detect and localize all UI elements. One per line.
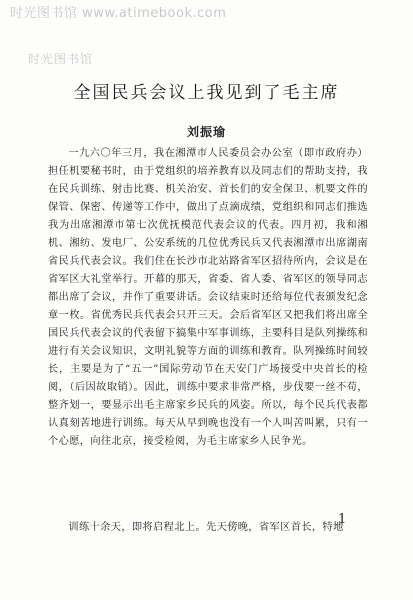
paragraph: 一九六〇年三月，我在湘潭市人民委员会办公室（即市政府办）担任机要秘书时，由于党组织的培养教育以及同志们的帮助支持，我在民兵训练、射击比赛、机关治安、首长们的安全保卫、机要文件的保管、保密、传递等工作中，做出了点滴成绩，党组织和同志们推选我为出席湘潭市第七次优抚模范代表会议的代表。四月初，我和湘机、湘纺、发电厂、公安系统的几位优秀民兵又代表湘潭市出席湖南省民兵代表会议。我们住在长沙市北站路省军区招待所内，会议是在省军区大礼堂举行。开幕的那天，省委、省人委、省军区的领导同志都出席了会议，并作了重要讲话。会议结束时还给每位代表颁发纪念章一枚。省优秀民兵代表会只开三天。会后省军区又把我们将出席全国民兵代表会议的代表留下搞集中军事训练，主要科目是队列操练和进行有关会议知识，文明礼貌等方面的训练和教育。队列操练时间较长，主要是为了“五一”国际劳动节在天安门广场接受中央首长的检阅，（后因故取销）。因此，训练中要求非常严格，步伐要一丝不苟，整齐划一，要显示出毛主席家乡民兵的风姿。所以，每个民兵代表都认真刻苦地进行训练。每天从早到晚也没有一个人叫苦叫累，只有一个心愿，向往北京，接受检阅，为毛主席家乡人民争光。 [48,148,368,447]
article-title: 全国民兵会议上我见到了毛主席 [73,83,340,103]
watermark-text-secondary: 时光图书馆 [28,52,94,66]
watermark-text: 时光图书馆 www.atimebook.com [10,6,227,21]
page-number: 1 [338,512,347,527]
article-body [48,145,368,451]
paragraph-continuation: 训练十余天，即将启程北上。先天傍晚，省军区首长，特地 [68,522,344,533]
author-name: 刘振瑜 [186,125,226,139]
watermark [10,2,410,82]
